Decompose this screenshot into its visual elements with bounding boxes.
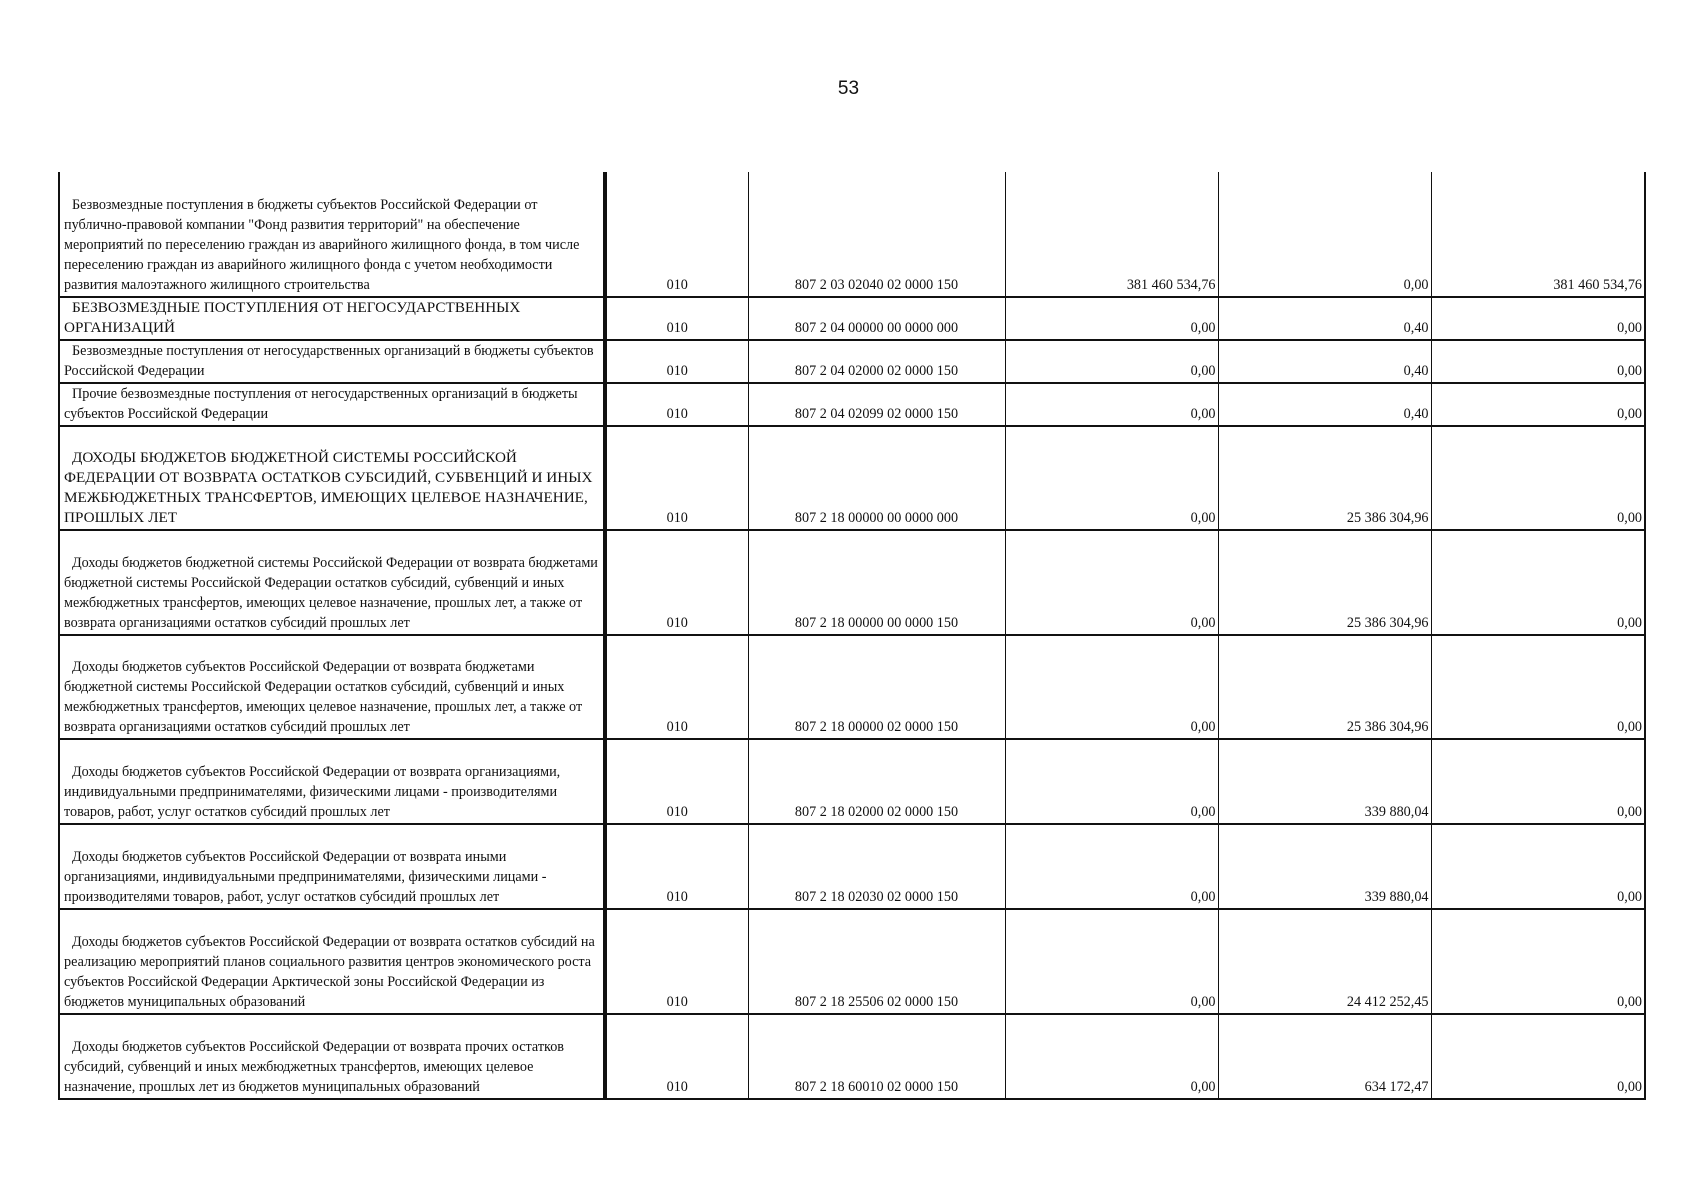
row-code-cell: 010 bbox=[605, 909, 748, 1014]
table-row bbox=[59, 739, 1645, 824]
row-executed-cell: 0,40 bbox=[1218, 383, 1431, 426]
row-approved-cell: 0,00 bbox=[1005, 530, 1218, 635]
row-kbk-cell: 807 2 18 00000 00 0000 000 bbox=[748, 426, 1005, 530]
page-number: 53 bbox=[837, 78, 860, 99]
row-approved-cell: 0,00 bbox=[1005, 1014, 1218, 1099]
row-approved-cell: 0,00 bbox=[1005, 739, 1218, 824]
row-kbk-cell: 807 2 18 02000 02 0000 150 bbox=[748, 739, 1005, 824]
row-kbk-cell: 807 2 18 25506 02 0000 150 bbox=[748, 909, 1005, 1014]
row-kbk-cell: 807 2 04 00000 00 0000 000 bbox=[748, 297, 1005, 340]
row-kbk-cell: 807 2 04 02000 02 0000 150 bbox=[748, 340, 1005, 383]
row-kbk-cell: 807 2 18 60010 02 0000 150 bbox=[748, 1014, 1005, 1099]
row-code-cell: 010 bbox=[605, 1014, 748, 1099]
row-name: Безвозмездные поступления от негосударственных организаций в бюджеты субъектов Российской Федерации bbox=[64, 343, 594, 379]
table-row bbox=[59, 172, 1645, 297]
row-name: Доходы бюджетов бюджетной системы Российской Федерации от возврата бюджетами бюджетной системы Российской Федерации остатков субсидий, субвенций и иных межбюджетных трансфертов, имеющих целевое назначение, прошлых лет, а также от возврата организациями остатков субсидий прошлых лет bbox=[64, 555, 598, 631]
row-name: Доходы бюджетов субъектов Российской Федерации от возврата прочих остатков субсидий, субвенций и иных межбюджетных трансфертов, имеющих целевое назначение, прошлых лет из бюджетов муниципальных образований bbox=[64, 1039, 565, 1095]
row-unexecuted-cell: 0,00 bbox=[1431, 297, 1645, 340]
row-unexecuted-cell: 381 460 534,76 bbox=[1431, 172, 1645, 297]
row-approved-cell: 0,00 bbox=[1005, 909, 1218, 1014]
row-name-cell bbox=[59, 909, 605, 1014]
row-code-cell: 010 bbox=[605, 635, 748, 739]
row-name-cell bbox=[59, 1014, 605, 1099]
row-name: Доходы бюджетов субъектов Российской Федерации от возврата иными организациями, индивидуальными предпринимателями, физическими лицами - производителями товаров, работ, услуг остатков субсидий прошлых лет bbox=[64, 849, 547, 905]
row-name-cell bbox=[59, 297, 605, 340]
row-code-cell: 010 bbox=[605, 297, 748, 340]
revenue-table bbox=[58, 172, 1646, 1100]
row-approved-cell: 0,00 bbox=[1005, 635, 1218, 739]
row-unexecuted-cell: 0,00 bbox=[1431, 824, 1645, 909]
row-unexecuted-cell: 0,00 bbox=[1431, 426, 1645, 530]
table-row bbox=[59, 383, 1645, 426]
row-name-cell bbox=[59, 739, 605, 824]
row-approved-cell: 0,00 bbox=[1005, 824, 1218, 909]
row-approved-cell: 0,00 bbox=[1005, 383, 1218, 426]
row-executed-cell: 339 880,04 bbox=[1218, 824, 1431, 909]
row-approved-cell: 0,00 bbox=[1005, 426, 1218, 530]
row-executed-cell: 0,40 bbox=[1218, 297, 1431, 340]
table-row bbox=[59, 340, 1645, 383]
row-name-cell bbox=[59, 426, 605, 530]
row-executed-cell: 339 880,04 bbox=[1218, 739, 1431, 824]
table-row bbox=[59, 426, 1645, 530]
row-code-cell: 010 bbox=[605, 739, 748, 824]
row-name: Доходы бюджетов субъектов Российской Федерации от возврата остатков субсидий на реализацию мероприятий планов социального развития центров экономического роста субъектов Российской Федерации Арктической зоны Российской Федерации из бюджетов муниципальных образований bbox=[64, 934, 595, 1010]
row-name-cell bbox=[59, 383, 605, 426]
revenue-table-body bbox=[59, 172, 1645, 1099]
row-code-cell: 010 bbox=[605, 530, 748, 635]
row-unexecuted-cell: 0,00 bbox=[1431, 739, 1645, 824]
row-approved-cell: 0,00 bbox=[1005, 297, 1218, 340]
row-code-cell: 010 bbox=[605, 824, 748, 909]
row-executed-cell: 24 412 252,45 bbox=[1218, 909, 1431, 1014]
table-row bbox=[59, 1014, 1645, 1099]
row-code-cell: 010 bbox=[605, 172, 748, 297]
table-row bbox=[59, 824, 1645, 909]
row-unexecuted-cell: 0,00 bbox=[1431, 909, 1645, 1014]
row-name: БЕЗВОЗМЕЗДНЫЕ ПОСТУПЛЕНИЯ ОТ НЕГОСУДАРСТВЕННЫХ ОРГАНИЗАЦИЙ bbox=[64, 299, 521, 336]
row-executed-cell: 25 386 304,96 bbox=[1218, 530, 1431, 635]
row-kbk-cell: 807 2 18 00000 00 0000 150 bbox=[748, 530, 1005, 635]
row-kbk-cell: 807 2 18 00000 02 0000 150 bbox=[748, 635, 1005, 739]
row-kbk-cell: 807 2 03 02040 02 0000 150 bbox=[748, 172, 1005, 297]
row-name: Доходы бюджетов субъектов Российской Федерации от возврата бюджетами бюджетной системы Российской Федерации остатков субсидий, субвенций и иных межбюджетных трансфертов, имеющих целевое назначение, прошлых лет, а также от возврата организациями остатков субсидий прошлых лет bbox=[64, 659, 583, 735]
row-executed-cell: 25 386 304,96 bbox=[1218, 426, 1431, 530]
row-unexecuted-cell: 0,00 bbox=[1431, 635, 1645, 739]
row-unexecuted-cell: 0,00 bbox=[1431, 1014, 1645, 1099]
table-row bbox=[59, 635, 1645, 739]
row-executed-cell: 25 386 304,96 bbox=[1218, 635, 1431, 739]
table-row bbox=[59, 297, 1645, 340]
row-name-cell bbox=[59, 172, 605, 297]
row-code-cell: 010 bbox=[605, 383, 748, 426]
row-name: Безвозмездные поступления в бюджеты субъектов Российской Федерации от публично-правовой компании "Фонд развития территорий" на обеспечение мероприятий по переселению граждан из аварийного жилищного фонда, в том числе переселению граждан из аварийного жилищного фонда с учетом необходимости развития малоэтажного жилищного строительства bbox=[64, 197, 580, 293]
table-row bbox=[59, 530, 1645, 635]
row-name-cell bbox=[59, 635, 605, 739]
row-unexecuted-cell: 0,00 bbox=[1431, 530, 1645, 635]
row-unexecuted-cell: 0,00 bbox=[1431, 340, 1645, 383]
row-name: Доходы бюджетов субъектов Российской Федерации от возврата организациями, индивидуальными предпринимателями, физическими лицами - производителями товаров, работ, услуг остатков субсидий прошлых лет bbox=[64, 764, 561, 820]
row-executed-cell: 0,00 bbox=[1218, 172, 1431, 297]
row-executed-cell: 634 172,47 bbox=[1218, 1014, 1431, 1099]
row-approved-cell: 381 460 534,76 bbox=[1005, 172, 1218, 297]
table-row bbox=[59, 909, 1645, 1014]
row-kbk-cell: 807 2 18 02030 02 0000 150 bbox=[748, 824, 1005, 909]
row-name-cell bbox=[59, 824, 605, 909]
row-name-cell bbox=[59, 340, 605, 383]
row-approved-cell: 0,00 bbox=[1005, 340, 1218, 383]
row-name-cell bbox=[59, 530, 605, 635]
row-kbk-cell: 807 2 04 02099 02 0000 150 bbox=[748, 383, 1005, 426]
row-unexecuted-cell: 0,00 bbox=[1431, 383, 1645, 426]
row-code-cell: 010 bbox=[605, 426, 748, 530]
row-code-cell: 010 bbox=[605, 340, 748, 383]
row-executed-cell: 0,40 bbox=[1218, 340, 1431, 383]
row-name: ДОХОДЫ БЮДЖЕТОВ БЮДЖЕТНОЙ СИСТЕМЫ РОССИЙСКОЙ ФЕДЕРАЦИИ ОТ ВОЗВРАТА ОСТАТКОВ СУБСИДИЙ, СУБВЕНЦИЙ И ИНЫХ МЕЖБЮДЖЕТНЫХ ТРАНСФЕРТОВ, ИМЕЮЩИХ ЦЕЛЕВОЕ НАЗНАЧЕНИЕ, ПРОШЛЫХ ЛЕТ bbox=[64, 449, 593, 526]
row-name: Прочие безвозмездные поступления от негосударственных организаций в бюджеты субъектов Российской Федерации bbox=[64, 386, 578, 422]
